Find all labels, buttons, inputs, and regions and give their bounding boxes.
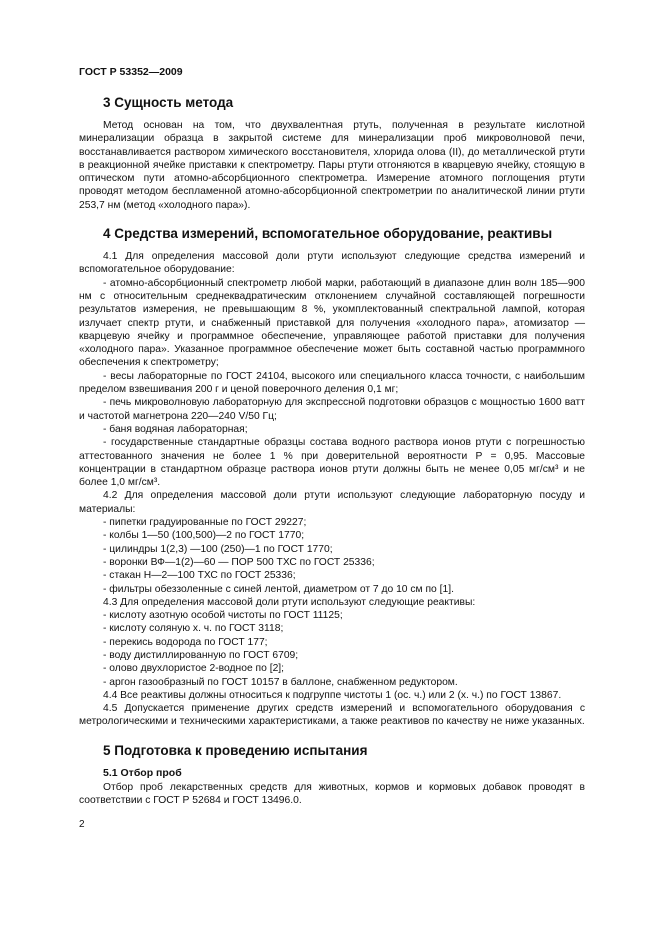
paragraph: - аргон газообразный по ГОСТ 10157 в баллоне, снабженном редуктором. [103,676,458,688]
paragraph: Отбор проб лекарственных средств для животных, кормов и кормовых добавок проводят в соответствии с ГОСТ Р 52684 и ГОСТ 13496.0. [79,781,585,807]
paragraph: Метод основан на том, что двухвалентная ртуть, полученная в результате кислотной минерализации образца в закрытой системе для минерализации проб микроволновой печи, восстанавливается раствором химического восстановителя, хлорида олова (II), до металлической ртути в реакционной ячейке приставки к спектрометру. Пары ртути отгоняются в кварцевую ячейку, стоящую в оптическом пути атомно-абсорбционного спектрометра. Измерение атомного поглощения ртути проводят методом беспламенной атомно-абсорбционной спектрометрии по аналитической линии ртути 253,7 нм (метод «холодного пара»). [79,120,585,211]
page-number: 2 [79,819,85,831]
section-5-title: 5 Подготовка к проведению испытания [103,742,368,758]
paragraph: - воду дистиллированную по ГОСТ 6709; [103,649,299,661]
paragraph: - атомно-абсорбционный спектрометр любой марки, работающий в диапазоне длин волн 185—900 нм с относительным среднеквадратическим отклонением случайной составляющей погрешности результатов измерения, не превышающим 8 %, укомплектованный спектральной лампой, которая излучает спектр ртути, и снабженный приставкой для получения «холодного пара», атомизатор — кварцевую ячейку и программное обеспечение, управляющее работой приставки для получения «холодного пара». Указанное программное обеспечение может быть составной частью программного обеспечения к спектрометру; [79,277,585,369]
subsection-5-1-title: 5.1 Отбор проб [103,766,182,779]
paragraph: 4.1 Для определения массовой доли ртути используют следующие средства измерений и вспомогательное оборудование: [79,251,585,276]
section-3-title: 3 Сущность метода [103,95,234,110]
paragraph: 4.3 Для определения массовой доли ртути используют следующие реактивы: [103,596,476,608]
document-page [79,66,585,830]
section-4-body [79,250,585,729]
section-5-body [79,781,585,808]
section-3-body [79,119,585,212]
paragraph: - печь микроволновую лабораторную для экспрессной подготовки образцов с мощностью 1600 ватт и частотой магнетрона 220—240 V/50 Гц; [79,397,585,422]
paragraph: - олово двухлористое 2-водное по [2]; [103,663,285,675]
paragraph: - цилиндры 1(2,3) —100 (250)—1 по ГОСТ 1770; [103,543,333,555]
paragraph: 4.2 Для определения массовой доли ртути используют следующие лабораторную посуду и материалы: [79,490,585,515]
paragraph: - баня водяная лабораторная; [103,423,248,435]
paragraph: 4.4 Все реактивы должны относиться к подгруппе чистоты 1 (ос. ч.) или 2 (х. ч.) по ГОСТ 13867. [103,689,562,701]
paragraph: - воронки ВФ—1(2)—60 — ПОР 500 ТХС по ГОСТ 25336; [103,556,375,568]
paragraph: - колбы 1—50 (100,500)—2 по ГОСТ 1770; [103,530,305,542]
section-4-title: 4 Средства измерений, вспомогательное оборудование, реактивы [103,226,553,242]
paragraph: - стакан Н—2—100 ТХС по ГОСТ 25336; [103,570,296,582]
paragraph: 4.5 Допускается применение других средств измерений и вспомогательного оборудования с метрологическими и техническими характеристиками, а также реактивов по качеству не ниже указанных. [79,703,585,728]
paragraph: - кислоту соляную х. ч. по ГОСТ 3118; [103,623,284,635]
document-header: ГОСТ Р 53352—2009 [79,66,183,78]
paragraph: - пипетки градуированные по ГОСТ 29227; [103,517,307,529]
paragraph: - весы лабораторные по ГОСТ 24104, высокого или специального класса точности, с наибольшим пределом взвешивания 200 г и ценой поверочного деления 0,1 мг; [79,370,585,396]
paragraph: - кислоту азотную особой чистоты по ГОСТ 11125; [103,610,343,622]
paragraph: - фильтры обеззоленные с синей лентой, диаметром от 7 до 10 см по [1]. [103,583,454,595]
paragraph: - перекись водорода по ГОСТ 177; [103,636,268,648]
paragraph: - государственные стандартные образцы состава водного раствора ионов ртути с погрешностью аттестованного значения не более 1 % при доверительной вероятности P = 0,95. Массовые концентрации в стандартном образце раствора ионов ртути должны быть не менее 0,05 мг/см³ и не более 1,0 мг/см³. [79,437,585,489]
